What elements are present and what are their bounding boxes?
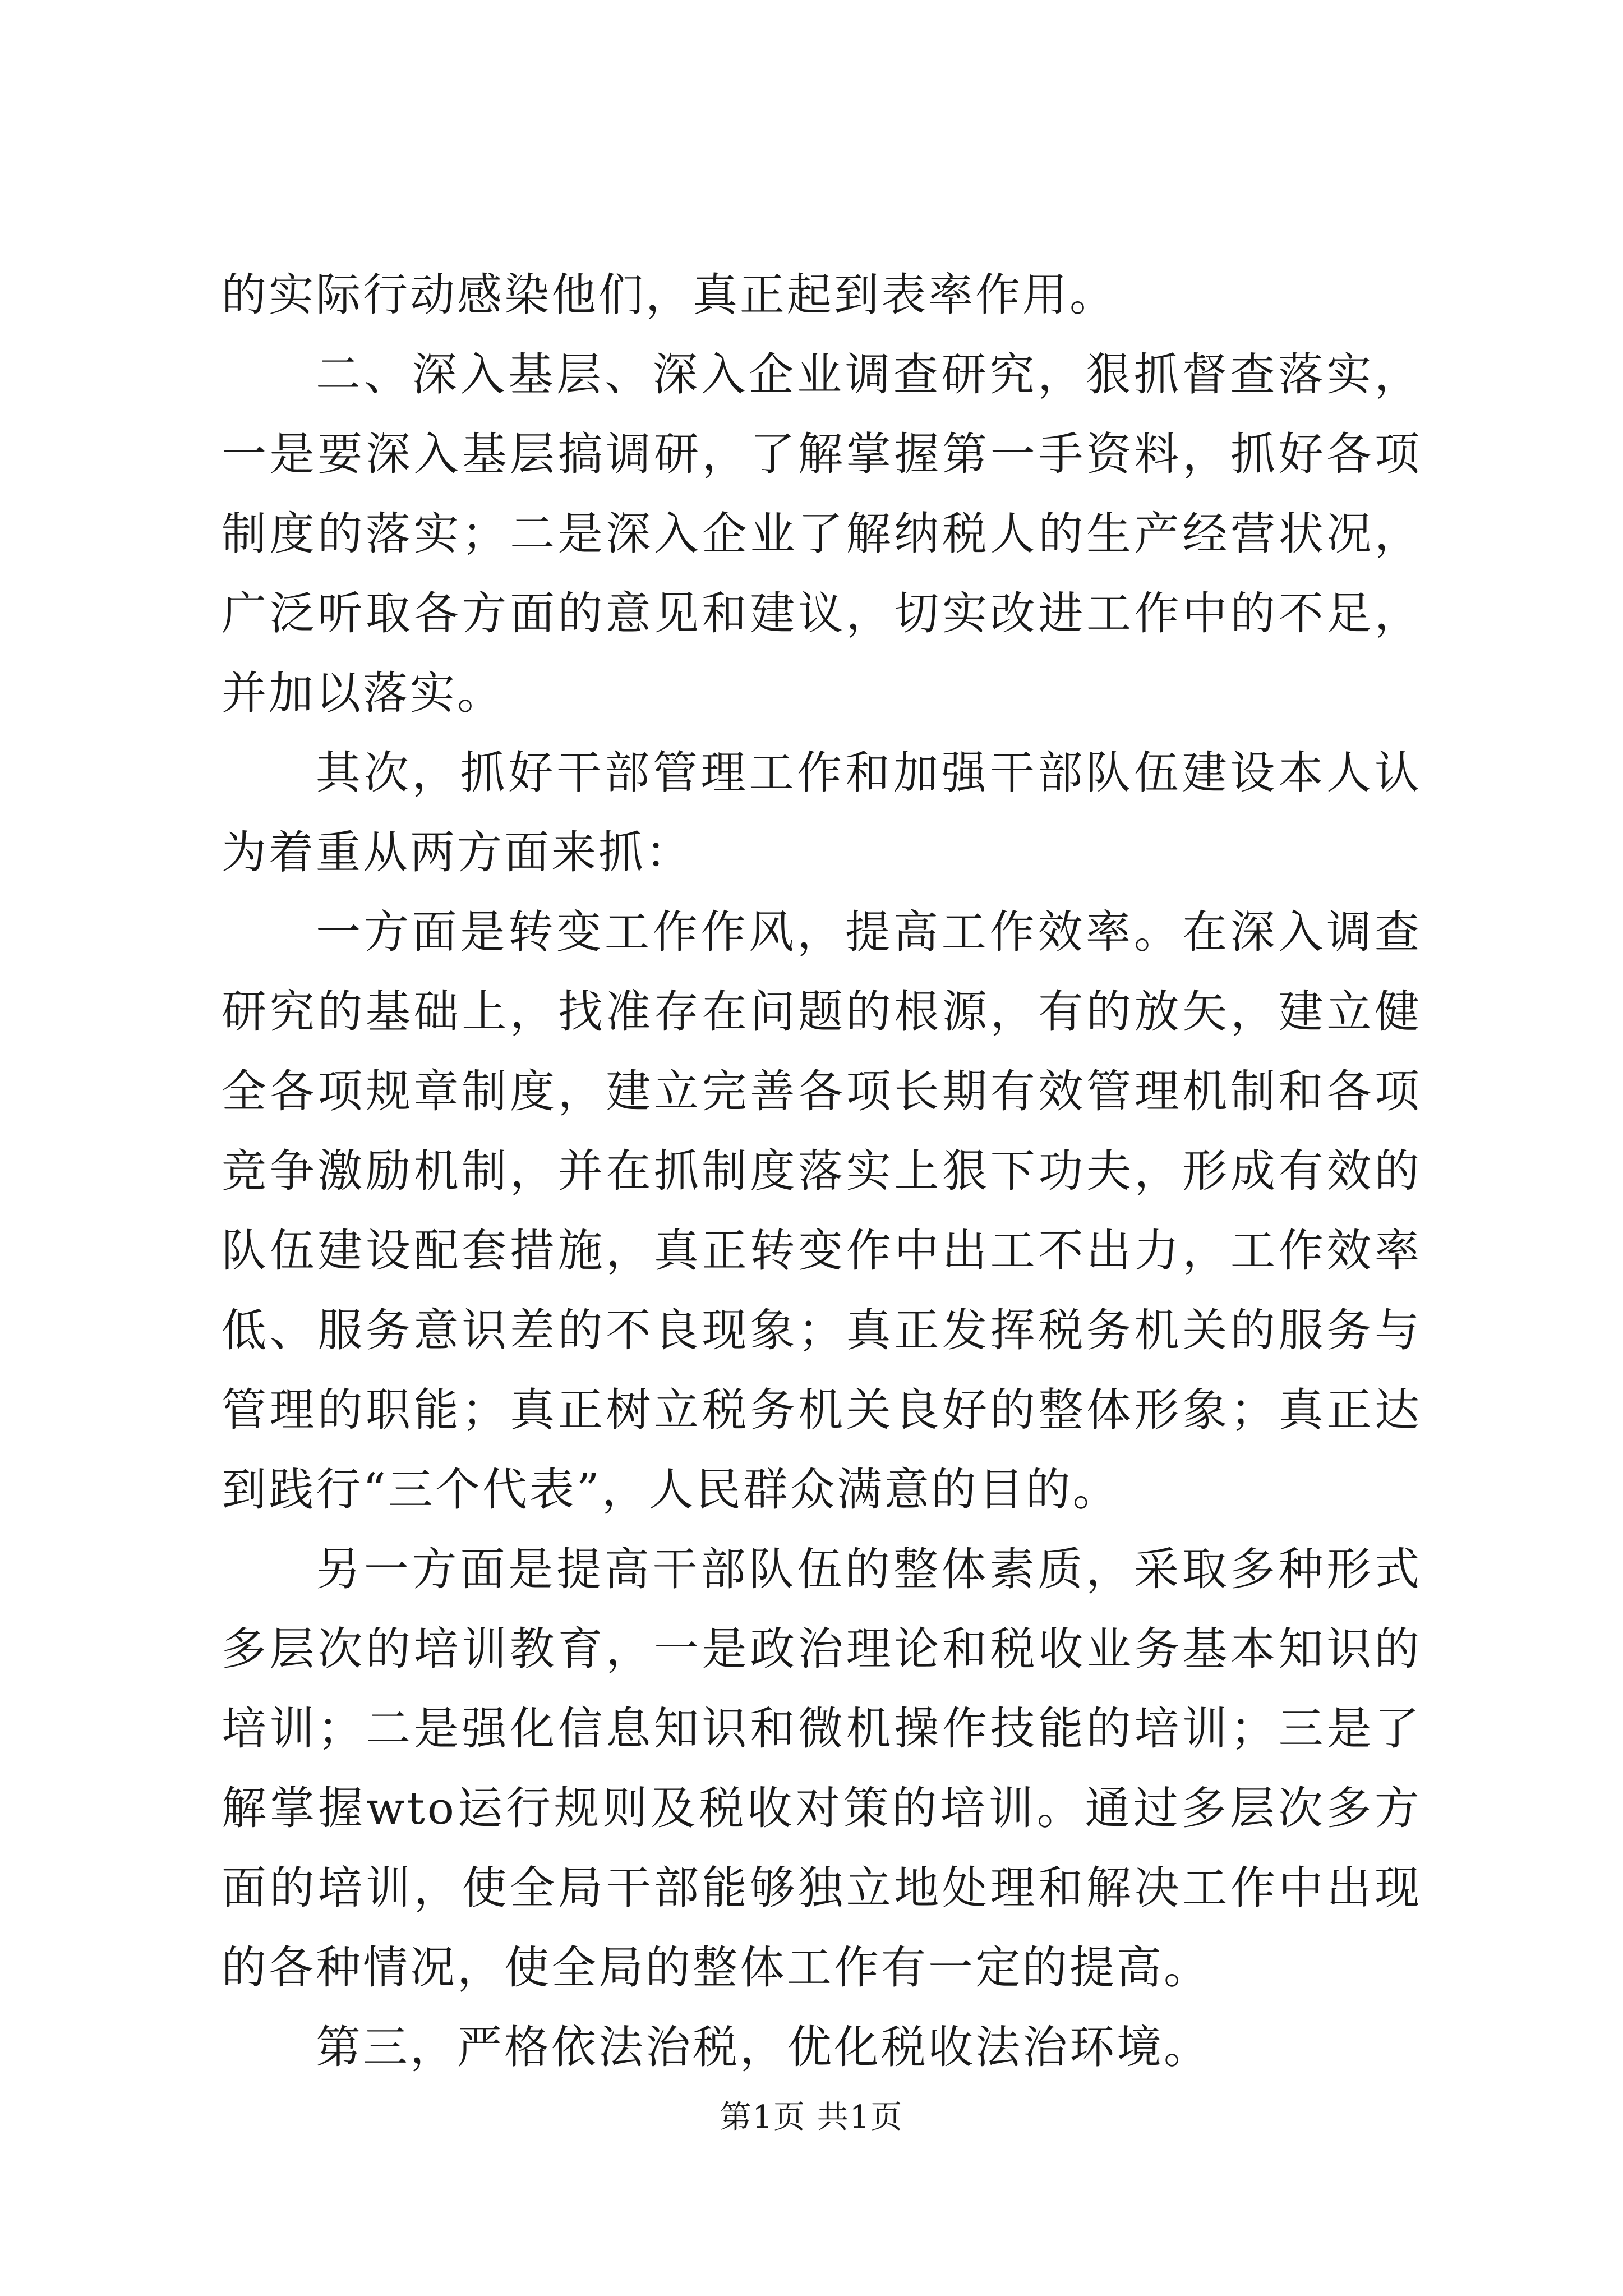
paragraph-continuation: 的实际行动感染他们，真正起到表率作用。 [222, 269, 1117, 321]
paragraph-investigation: 二、深入基层、深入企业调查研究，狠抓督查落实，一是要深入基层搞调研，了解掌握第一手资料，抓好各项制度的落实；二是深入企业了解纳税人的生产经营状况，广泛听取各方面的意见和建议，切实改进工作中的不足，并加以落实。 [222, 348, 1422, 719]
page-footer: 第1页 共1页 [720, 2099, 903, 2136]
paragraph-training: 另一方面是提高干部队伍的整体素质，采取多种形式多层次的培训教育，一是政治理论和税收业务基本知识的培训；二是强化信息知识和微机操作技能的培训；三是了解掌握wto运行规则及税收对策的培训。通过多层次多方面的培训，使全局干部能够独立地处理和解决工作中出现的各种情况，使全局的整体工作有一定的提高。 [222, 1543, 1422, 1994]
paragraph-third-point: 第三，严格依法治税，优化税收法治环境。 [316, 2021, 1211, 2073]
paragraph-work-style: 一方面是转变工作作风，提高工作效率。在深入调查研究的基础上，找准存在问题的根源，有的放矢，建立健全各项规章制度，建立完善各项长期有效管理机制和各项竞争激励机制，并在抓制度落实上狠下功夫，形成有效的队伍建设配套措施，真正转变作中出工不出力，工作效率低、服务意识差的不良现象；真正发挥税务机关的服务与管理的职能；真正树立税务机关良好的整体形象；真正达到践行“三个代表”，人民群众满意的目的。 [222, 906, 1422, 1516]
document-body [222, 255, 1422, 2087]
paragraph-cadre-management: 其次，抓好干部管理工作和加强干部队伍建设本人认为着重从两方面来抓： [222, 747, 1422, 878]
